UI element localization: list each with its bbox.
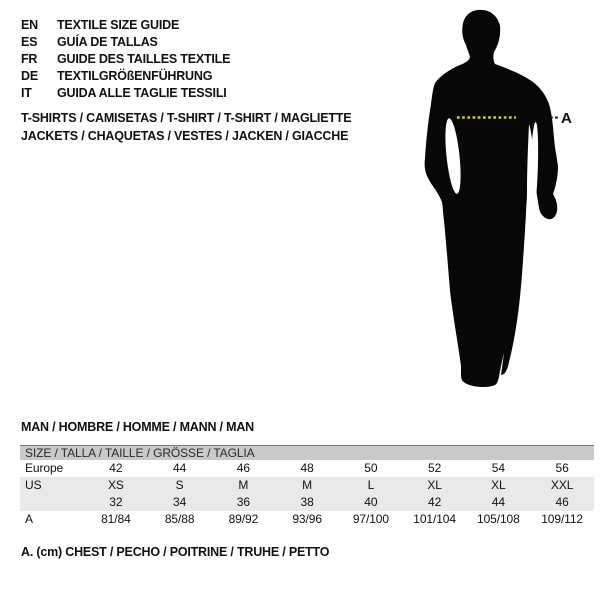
size-cell: 34	[173, 495, 187, 509]
row-label: Europe	[25, 461, 64, 475]
section-title: MAN / HOMBRE / HOMME / MANN / MAN	[21, 420, 254, 434]
language-title: GUIDE DES TAILLES TEXTILE	[57, 52, 231, 66]
size-cell: 46	[555, 495, 569, 509]
size-cell: XL	[491, 478, 506, 492]
size-table	[20, 445, 594, 528]
size-cell: 46	[236, 461, 250, 475]
size-cell: 32	[109, 495, 123, 509]
size-cell: 44	[491, 495, 505, 509]
size-cell: 109/112	[541, 512, 584, 526]
language-row	[21, 51, 230, 68]
man-silhouette	[425, 10, 558, 387]
language-title: GUIDA ALLE TAGLIE TESSILI	[57, 86, 227, 100]
language-code: ES	[21, 35, 38, 49]
row-label: US	[25, 478, 42, 492]
size-cell: 38	[300, 495, 314, 509]
man-silhouette-svg	[398, 6, 578, 390]
language-code: FR	[21, 52, 38, 66]
table-row-chest	[20, 511, 594, 528]
size-cell: 97/100	[352, 512, 389, 526]
size-cell: M	[302, 478, 313, 492]
size-cell: 50	[364, 461, 378, 475]
size-cell: 54	[491, 461, 505, 475]
table-row-europe	[20, 460, 594, 477]
language-row	[21, 34, 230, 51]
size-cell: XS	[107, 478, 124, 492]
size-cell: 40	[364, 495, 378, 509]
size-cell: S	[175, 478, 184, 492]
language-legend	[21, 17, 230, 102]
size-cell: 36	[236, 495, 250, 509]
language-title: TEXTILE SIZE GUIDE	[57, 18, 180, 32]
language-title: TEXTILGRÖßENFÜHRUNG	[57, 69, 213, 83]
language-code: EN	[21, 18, 38, 32]
size-cell: 48	[300, 461, 314, 475]
language-code: DE	[21, 69, 38, 83]
size-cell: 42	[428, 495, 442, 509]
size-cell: 81/84	[101, 512, 131, 526]
language-code: IT	[21, 86, 32, 100]
size-table-header: SIZE / TALLA / TAILLE / GRÖSSE / TAGLIA	[20, 445, 594, 460]
garment-categories	[21, 109, 351, 145]
row-label: A	[25, 512, 33, 526]
size-cell: 42	[109, 461, 123, 475]
category-tshirts: T-SHIRTS / CAMISETAS / T-SHIRT / T-SHIRT / MAGLIETTE	[21, 111, 352, 125]
size-cell: XL	[427, 478, 442, 492]
row-label	[20, 494, 84, 511]
size-cell: 56	[555, 461, 569, 475]
size-cell: 105/108	[477, 512, 520, 526]
language-row	[21, 85, 230, 102]
language-row	[21, 68, 230, 85]
measurement-footnote: A. (cm) CHEST / PECHO / POITRINE / TRUHE / PETTO	[21, 545, 330, 559]
man-silhouette-figure	[398, 6, 578, 390]
size-cell: 89/92	[228, 512, 259, 526]
size-cell: 93/96	[292, 512, 322, 526]
size-cell: 85/88	[164, 512, 195, 526]
size-cell: M	[238, 478, 249, 492]
language-row	[21, 17, 230, 34]
category-jackets: JACKETS / CHAQUETAS / VESTES / JACKEN / GIACCHE	[21, 129, 349, 143]
size-cell: 52	[428, 461, 442, 475]
size-cell: XXL	[550, 478, 574, 492]
size-cell: L	[367, 478, 375, 492]
size-cell: 101/104	[413, 512, 456, 526]
language-title: GUÍA DE TALLAS	[57, 35, 158, 49]
size-cell: 44	[173, 461, 187, 475]
table-row-us-numeric	[20, 494, 594, 511]
chest-measure-label: A	[561, 110, 572, 127]
table-row-us	[20, 477, 594, 494]
